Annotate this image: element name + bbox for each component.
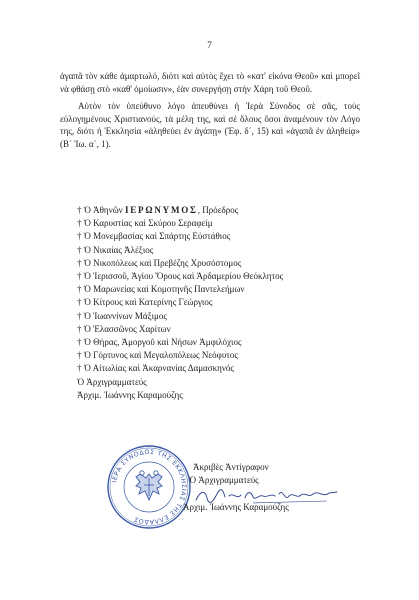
president-name: ΙΕΡΩΝΥΜΟΣ [124, 205, 198, 215]
seal-text: ΙΕΡΑ ΣΥΝΟΔΟΣ ΤΗΣ ΕΚΚΛΗΣΙΑΣ ΤΗΣ ΕΛΛΑΔΟΣ [111, 448, 188, 526]
signatory: † Ὁ Μαρωνείας καὶ Κομοτηνῆς Παντελεήμων [77, 284, 245, 295]
president-suffix: , Πρόεδρος [197, 205, 239, 215]
signatory: † Ὁ Ἐλασσῶνος Χαρίτων [77, 323, 171, 334]
certified-copy-label: Ἀκριβὲς Ἀντίγραφον [193, 462, 269, 472]
signatory: † Ὁ Νικοπόλεως καὶ Πρεβέζης Χρυσόστομος [77, 257, 242, 268]
certification-name: Ἀρχιμ. Ἰωάννης Καραμούζης [183, 502, 289, 512]
president-prefix: † Ὁ Ἀθηνῶν [77, 205, 125, 215]
signatory: † Ὁ Νικαίας Ἀλέξιος [77, 244, 154, 255]
signatory: † Ὁ Θήρας, Ἀμοργοῦ καὶ Νήσων Ἀμφιλόχιος [77, 337, 242, 348]
paragraph: Αὐτὸν τὸν ὑπεύθυνο λόγο ἀπευθύνει ἡ Ἱερὰ Σύνοδος σὲ σᾶς, τοὺς εὐλογημένους Χριστιανούς, τὰ μέλη της, καὶ σὲ ὅλους ὅσοι ἀναμένουν τὸν Λόγο της, διότι ἡ Ἐκκλησία «ἀληθεύει ἐν ἀγάπῃ» (Ἐφ. δ΄, 15) καὶ «ἀγαπᾶ ἐν ἀληθείᾳ» (Β΄ Ἰω. α΄, 1). [60, 101, 360, 149]
signatory: † Ὁ Αἰτωλίας καὶ Ἀκαρνανίας Δαμασκηνός [77, 363, 234, 374]
secretary-name: Ἀρχιμ. Ἰωάννης Καραμούζης [77, 389, 183, 400]
signatory: † Ὁ Ἱερισσοῦ, Ἁγίου Ὄρους καὶ Ἀρδαμερίου Θεόκλητος [77, 271, 284, 282]
signatories-list [77, 204, 283, 402]
synod-seal-icon [106, 444, 192, 530]
certification-block [183, 461, 289, 514]
signatory: † Ὁ Καρυστίας καὶ Σκύρου Σεραφείμ [77, 218, 213, 229]
president-signatory [77, 204, 283, 217]
certification-title: Ὁ Ἀρχιγραμματεύς [189, 475, 259, 485]
signatory: † Ὁ Μονεμβασίας καὶ Σπάρτης Εὐστάθιος [77, 231, 231, 242]
page-number: 7 [207, 40, 212, 50]
signatory: † Ὁ Κίτρους καὶ Κατερίνης Γεώργιος [77, 297, 213, 308]
signatory: † Ὁ Ἰωαννίνων Μάξιμος [77, 310, 167, 321]
paragraph: ἀγαπᾶ τὸν κάθε ἁμαρτωλό, διότι καὶ αὐτὸς ἔχει τὸ «κατ' εἰκόνα Θεοῦ» καὶ μπορεῖ νὰ φθάσῃ στὸ «καθ' ὁμοίωσιν», ἐὰν συνεργήσῃ στὴν Χάρη τοῦ Θεοῦ. [60, 71, 360, 94]
signatory: † Ὁ Γόρτυνος καὶ Μεγαλοπόλεως Νεόφυτος [77, 350, 238, 361]
letter-body [60, 70, 360, 150]
certification-spacer [183, 487, 289, 501]
secretary-title: Ὁ Ἀρχιγραμματεύς [77, 376, 147, 387]
